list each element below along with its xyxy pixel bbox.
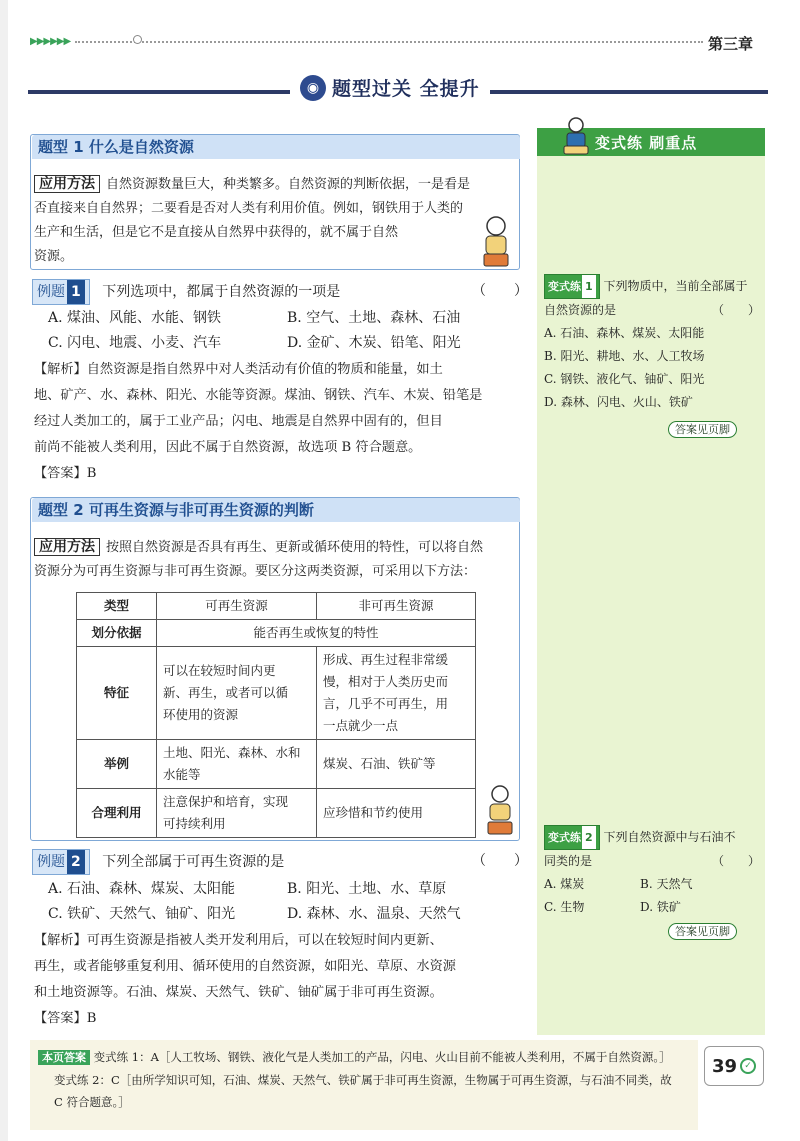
example-tag [32,849,90,875]
ex1-stem-row [32,279,340,305]
practice-tag [544,274,600,299]
practice1 [544,274,760,414]
answer-see-footer-pill[interactable] [668,920,737,939]
table-cell: 煤炭、石油、铁矿等 [317,740,476,789]
ex2-option-b: B. 阳光、土地、水、草原 [287,881,447,897]
banner-title [290,74,490,101]
cell-line: 土地、阳光、森林、水和 [163,745,301,760]
cell-line: 新、再生，或者可以循 [163,685,289,700]
answer-pill-text: 答案见页脚 [668,923,737,940]
cell-line: 言，几乎不可再生，用 [323,696,449,711]
method-line: 资源分为可再生资源与非可再生资源。要区分这两类资源，可采用以下方法： [34,564,477,579]
practice-stem: 下列自然资源中与石油不 [603,830,736,844]
globe-icon: ◉ [300,75,326,101]
thinking-figure-icon [478,782,518,836]
method-line: 否直接来自自然界；二要看是否对人类有利用价值。例如，钢铁用于人类的 [34,201,464,216]
ex2-analysis [34,928,520,1032]
ex1-option-b: B. 空气、土地、森林、石油 [287,310,461,326]
table-cell [157,647,317,740]
page-edge [0,0,8,1141]
practice2-option-c: C. 生物 [544,900,585,914]
table-cell [157,740,317,789]
method-line: 资源。 [34,249,74,264]
student-icon [560,116,592,156]
type1-bar: 题型 1 什么是自然资源 [32,135,520,159]
table-cell: 应珍惜和节约使用 [317,789,476,838]
practice1-option-c: C. 钢铁、液化气、铀矿、阳光 [544,372,705,386]
method-line: 生产和生活，但是它不是直接从自然界中获得的，就不属于自然 [34,225,399,240]
method-tag: 应用方法 [34,175,100,193]
practice-paren: （ ） [711,854,760,868]
cell-line: 可持续利用 [163,816,226,831]
practice2-option-d: D. 铁矿 [640,900,681,914]
analysis-line: 地、矿产、水、森林、阳光、水能等资源。煤油、钢铁、汽车、木炭、铅笔是 [34,388,483,403]
table-cell: 能否再生或恢复的特性 [157,620,476,647]
practice-header-text: 变式练 刷重点 [595,133,698,152]
type1-method [34,172,516,269]
ex1-stem: 下列选项中，都属于自然资源的一项是 [102,284,341,300]
cell-line: 慢，相对于人类历史而 [323,674,449,689]
practice-number: 1 [582,275,596,298]
example-number: 1 [67,280,85,304]
chapter-label: 第三章 [708,35,754,53]
practice-tag-text: 变式练 [548,280,581,293]
table-cell [157,789,317,838]
practice-stem: 同类的是 [544,854,593,868]
footer-tag: 本页答案 [38,1050,90,1065]
thinking-figure-icon [470,212,516,268]
header-arrows: ▶▶▶▶▶▶ [30,36,71,47]
answer-see-footer-pill[interactable] [668,418,737,437]
ex1-option-c: C. 闪电、地震、小麦、汽车 [48,335,222,351]
type2-bar: 题型 2 可再生资源与非可再生资源的判断 [32,498,520,522]
ex2-option-c: C. 铁矿、天然气、铀矿、阳光 [48,906,236,922]
leaf-icon: ✓ [740,1058,756,1074]
practice2-option-a: A. 煤炭 [544,877,585,891]
practice-stem: 自然资源的是 [544,303,617,317]
ex1-paren: （ ） [472,283,528,299]
ex1-option-d: D. 金矿、木炭、铅笔、阳光 [287,335,461,351]
footer-line: C 符合题意。］ [54,1095,130,1109]
practice1-option-b: B. 阳光、耕地、水、人工牧场 [544,349,705,363]
analysis-line: 前尚不能被人类利用，因此不属于自然资源，故选项 B 符合题意。 [34,440,422,455]
example-tag-text: 例题 [37,854,65,870]
practice-tag [544,825,600,850]
method-line: 按照自然资源是否具有再生、更新或循环使用的特性，可以将自然 [106,540,484,555]
table-row-label: 合理利用 [77,789,157,838]
practice-stem: 下列物质中，当前全部属于 [603,279,748,293]
example-number: 2 [67,850,85,874]
analysis-line: 【解析】自然资源是指自然界中对人类活动有价值的物质和能量，如土 [34,362,443,377]
example-tag-text: 例题 [37,284,65,300]
cell-line: 注意保护和培育，实现 [163,794,289,809]
practice-paren: （ ） [711,303,760,317]
footer-line: 变式练 1：A［人工牧场、钢铁、液化气是人类加工的产品，闪电、火山目前不能被人类利用，不属于自然资源。］ [93,1050,671,1064]
ex2-stem: 下列全部属于可再生资源的是 [102,854,285,870]
table-row-label: 举例 [77,740,157,789]
ex2-stem-row [32,849,284,875]
header-circle [133,35,142,44]
type2-method [34,535,516,584]
practice1-option-d: D. 森林、闪电、火山、铁矿 [544,395,693,409]
example-tag [32,279,90,305]
cell-line: 环使用的资源 [163,707,239,722]
table-header: 可再生资源 [157,593,317,620]
analysis-line: 【解析】可再生资源是指被人类开发利用后，可以在较短时间内更新、 [34,933,443,948]
cell-line: 形成、再生过程非常缓 [323,652,449,667]
answer-pill-text: 答案见页脚 [668,421,737,438]
table-row-label: 划分依据 [77,620,157,647]
banner-title-text: 题型过关 全提升 [332,78,480,100]
footer-line: 变式练 2：C［由所学知识可知，石油、煤炭、天然气、铁矿属于非可再生资源，生物属于可再生资源，与石油不同类，故 [54,1073,672,1087]
method-tag: 应用方法 [34,538,100,556]
ex1-option-a: A. 煤油、风能、水能、钢铁 [48,310,222,326]
method-line: 自然资源数量巨大，种类繁多。自然资源的判断依据，一是看是 [106,177,471,192]
ex2-paren: （ ） [472,853,528,869]
footer-answers [38,1046,698,1113]
practice1-option-a: A. 石油、森林、煤炭、太阳能 [544,326,705,340]
table-row-label: 特征 [77,647,157,740]
cell-line: 水能等 [163,767,201,782]
resource-table [76,592,476,838]
ex2-option-a: A. 石油、森林、煤炭、太阳能 [48,881,236,897]
ex1-answer: 【答案】B [34,466,97,481]
practice2-option-b: B. 天然气 [640,877,693,891]
table-header: 非可再生资源 [317,593,476,620]
page-number: 39 [711,1055,738,1077]
practice2 [544,825,760,919]
analysis-line: 和土地资源等。石油、煤炭、天然气、铁矿、铀矿属于非可再生资源。 [34,985,443,1000]
table-header: 类型 [77,593,157,620]
cell-line: 可以在较短时间内更 [163,663,276,678]
ex2-answer: 【答案】B [34,1011,97,1026]
cell-line: 一点就少一点 [323,718,399,733]
practice-tag-text: 变式练 [548,831,581,844]
ex2-option-d: D. 森林、水、温泉、天然气 [287,906,461,922]
practice-number: 2 [582,826,596,849]
page-number-badge [704,1046,764,1086]
ex1-analysis [34,357,520,487]
analysis-line: 经过人类加工的，属于工业产品；闪电、地震是自然界中固有的，但目 [34,414,443,429]
header-dotted-line [75,41,703,43]
table-cell [317,647,476,740]
analysis-line: 再生，或者能够重复利用、循环使用的自然资源，如阳光、草原、水资源 [34,959,456,974]
